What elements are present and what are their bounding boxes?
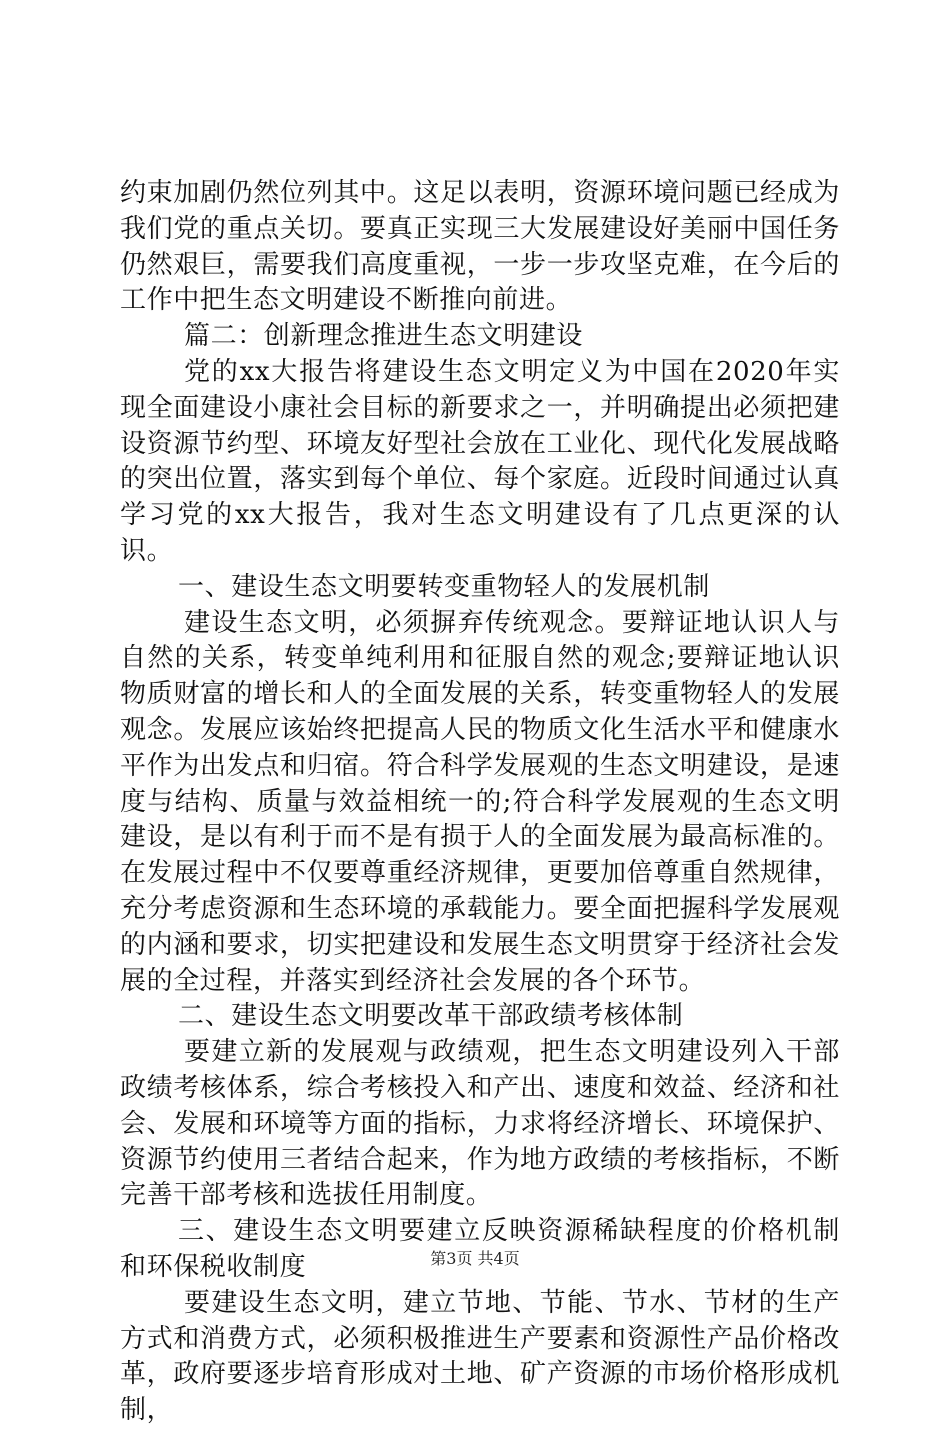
heading-point-one: 一、建设生态文明要转变重物轻人的发展机制 [178, 571, 711, 602]
paragraph-point-three: 要建设生态文明，建立节地、节能、节水、节材的生产方式和消费方式，必须积极推进生产要素和资源性产品价格改革，政府要逐步培育形成对土地、矿产资源的市场价格形成机制， [120, 1287, 840, 1426]
paragraph-intro: 党的xx大报告将建设生态文明定义为中国在2020年实现全面建设小康社会目标的新要求之一，并明确提出必须把建设资源节约型、环境友好型社会放在工业化、现代化发展战略的突出位置，落实到每个单位、每个家庭。近段时间通过认真学习党的xx大报告，我对生态文明建设有了几点更深的认识。 [120, 356, 840, 566]
paragraph-point-one: 建设生态文明，必须摒弃传统观念。要辩证地认识人与自然的关系，转变单纯利用和征服自然的观念;要辩证地认识物质财富的增长和人的全面发展的关系，转变重物轻人的发展观念。发展应该始终把提高人民的物质文化生活水平和健康水平作为出发点和归宿。符合科学发展观的生态文明建设，是速度与结构、质量与效益相统一的;符合科学发展观的生态文明建设，是以有利于而不是有损于人的全面发展为最高标准的。在发展过程中不仅要尊重经济规律，更要加倍尊重自然规律，充分考虑资源和生态环境的承载能力。要全面把握科学发展观的内涵和要求，切实把建设和发展生态文明贯穿于经济社会发展的全过程，并落实到经济社会发展的各个环节。 [120, 607, 840, 996]
heading-point-two: 二、建设生态文明要改革干部政绩考核体制 [178, 1001, 684, 1032]
section-title-part-two: 篇二：创新理念推进生态文明建设 [184, 321, 584, 352]
paragraph-point-two: 要建立新的发展观与政绩观，把生态文明建设列入干部政绩考核体系，综合考核投入和产出、速度和效益、经济和社会、发展和环境等方面的指标，力求将经济增长、环境保护、资源节约使用三者结合起来，作为地方政绩的考核指标，不断完善干部考核和选拔任用制度。 [120, 1037, 840, 1211]
document-body [120, 176, 840, 1429]
paragraph-continuation: 约束加剧仍然位列其中。这足以表明，资源环境问题已经成为我们党的重点关切。要真正实现三大发展建设好美丽中国任务仍然艰巨，需要我们高度重视，一步一步攻坚克难，在今后的工作中把生态文明建设不断推向前进。 [120, 178, 840, 316]
page-number-footer: 第3页 共4页 [430, 1249, 520, 1268]
heading-point-three: 三、建设生态文明要建立反映资源稀缺程度的价格机制和环保税收制度 [120, 1216, 840, 1282]
